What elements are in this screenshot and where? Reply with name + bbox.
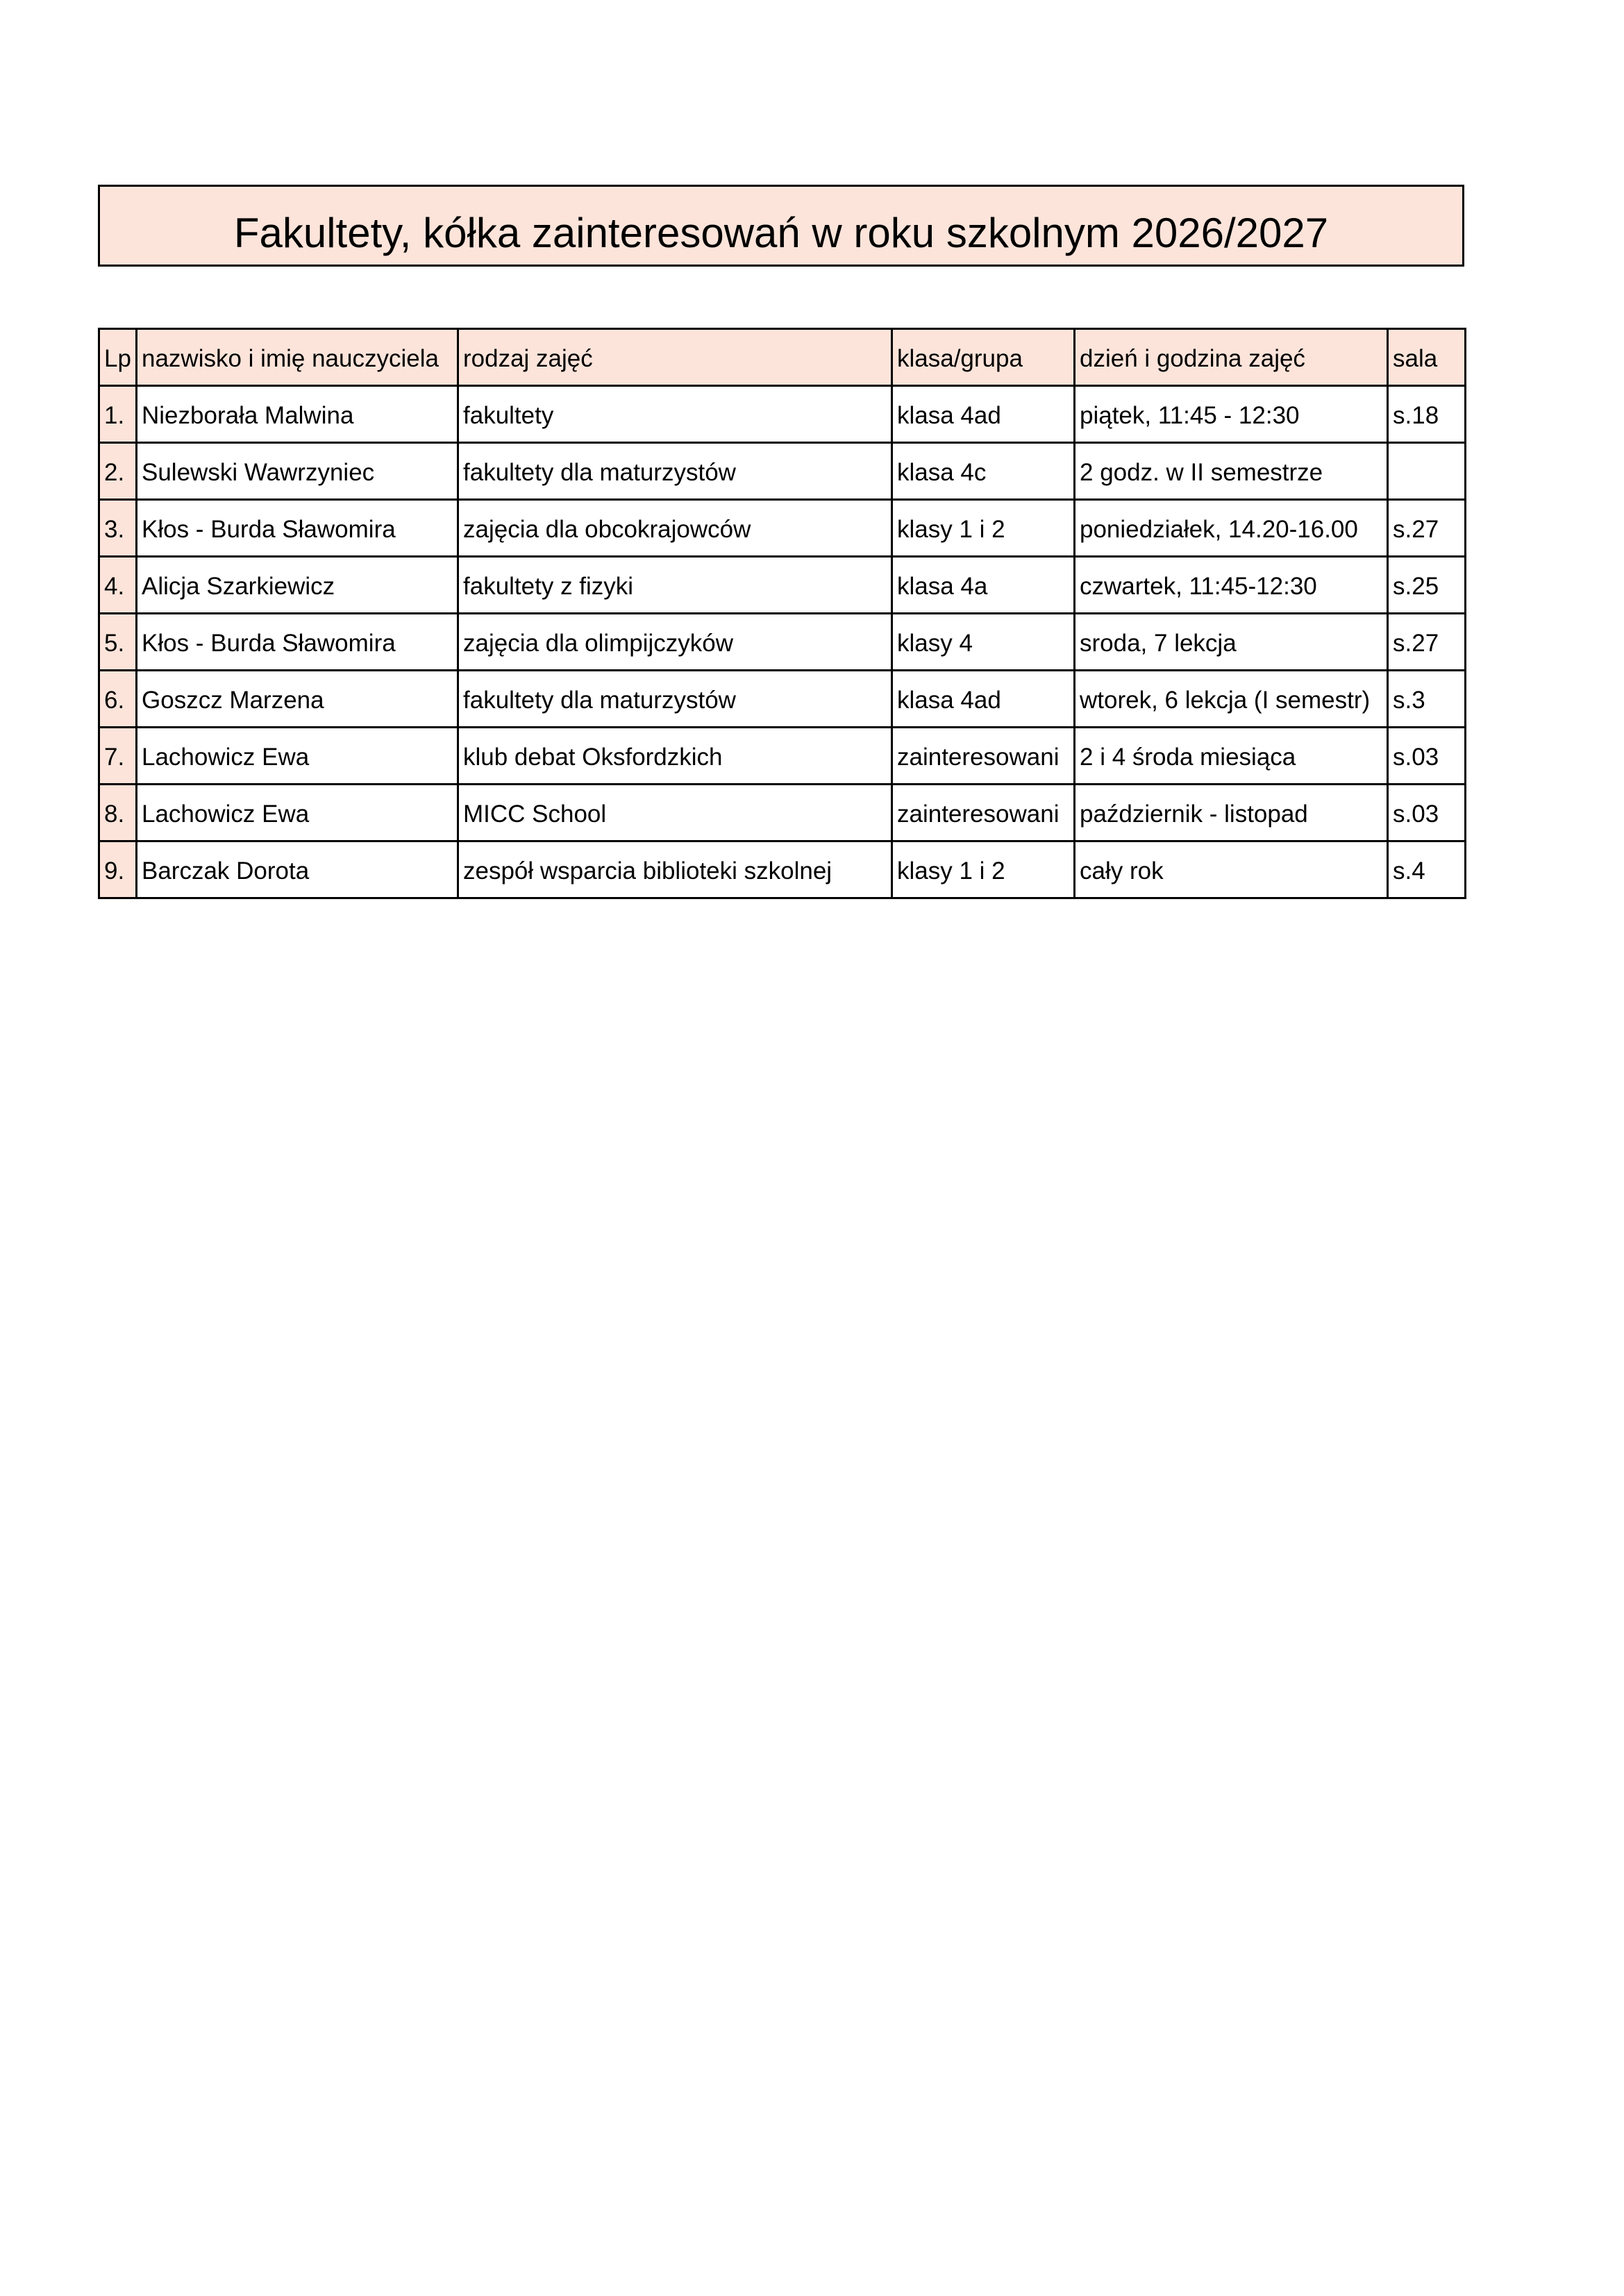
cell-group: klasy 1 i 2 [892, 500, 1075, 557]
cell-activity: zespół wsparcia biblioteki szkolnej [458, 841, 892, 898]
header-room: sala [1388, 329, 1466, 386]
table-row [99, 500, 1466, 557]
cell-schedule: czwartek, 11:45-12:30 [1075, 557, 1388, 614]
cell-activity: zajęcia dla obcokrajowców [458, 500, 892, 557]
cell-group: klasa 4c [892, 443, 1075, 500]
cell-activity: fakultety dla maturzystów [458, 443, 892, 500]
page-title: Fakultety, kółka zainteresowań w roku szkolnym 2026/2027 [233, 210, 1329, 256]
cell-room: s.03 [1388, 728, 1466, 785]
cell-schedule: październik - listopad [1075, 785, 1388, 841]
cell-teacher: Lachowicz Ewa [137, 785, 458, 841]
cell-group: klasy 1 i 2 [892, 841, 1075, 898]
header-schedule: dzień i godzina zajęć [1075, 329, 1388, 386]
cell-group: klasa 4a [892, 557, 1075, 614]
cell-schedule: 2 godz. w II semestrze [1075, 443, 1388, 500]
cell-schedule: wtorek, 6 lekcja (I semestr) [1075, 671, 1388, 728]
table-row [99, 557, 1466, 614]
cell-room: s.27 [1388, 614, 1466, 671]
cell-group: zainteresowani [892, 785, 1075, 841]
header-activity: rodzaj zajęć [458, 329, 892, 386]
cell-activity: fakultety [458, 386, 892, 443]
cell-room: s.4 [1388, 841, 1466, 898]
cell-lp: 4. [99, 557, 137, 614]
table-row [99, 614, 1466, 671]
cell-activity: klub debat Oksfordzkich [458, 728, 892, 785]
table-row [99, 785, 1466, 841]
cell-room: s.25 [1388, 557, 1466, 614]
cell-activity: MICC School [458, 785, 892, 841]
table-row [99, 841, 1466, 898]
cell-teacher: Kłos - Burda Sławomira [137, 500, 458, 557]
schedule-table [98, 328, 1466, 899]
cell-teacher: Sulewski Wawrzyniec [137, 443, 458, 500]
table-row [99, 386, 1466, 443]
cell-activity: fakultety z fizyki [458, 557, 892, 614]
title-banner [98, 185, 1464, 267]
cell-teacher: Alicja Szarkiewicz [137, 557, 458, 614]
header-lp: Lp [99, 329, 137, 386]
header-group: klasa/grupa [892, 329, 1075, 386]
cell-lp: 1. [99, 386, 137, 443]
cell-group: klasy 4 [892, 614, 1075, 671]
cell-group: klasa 4ad [892, 671, 1075, 728]
cell-lp: 2. [99, 443, 137, 500]
cell-schedule: sroda, 7 lekcja [1075, 614, 1388, 671]
cell-lp: 7. [99, 728, 137, 785]
table-row [99, 443, 1466, 500]
cell-schedule: 2 i 4 środa miesiąca [1075, 728, 1388, 785]
cell-room: s.3 [1388, 671, 1466, 728]
cell-schedule: cały rok [1075, 841, 1388, 898]
cell-schedule: poniedziałek, 14.20-16.00 [1075, 500, 1388, 557]
cell-lp: 5. [99, 614, 137, 671]
cell-activity: fakultety dla maturzystów [458, 671, 892, 728]
cell-activity: zajęcia dla olimpijczyków [458, 614, 892, 671]
cell-teacher: Goszcz Marzena [137, 671, 458, 728]
cell-teacher: Barczak Dorota [137, 841, 458, 898]
cell-teacher: Kłos - Burda Sławomira [137, 614, 458, 671]
cell-teacher: Lachowicz Ewa [137, 728, 458, 785]
cell-room: s.18 [1388, 386, 1466, 443]
cell-room: s.27 [1388, 500, 1466, 557]
cell-room [1388, 443, 1466, 500]
table-header-row [99, 329, 1466, 386]
table-row [99, 671, 1466, 728]
cell-lp: 3. [99, 500, 137, 557]
header-teacher: nazwisko i imię nauczyciela [137, 329, 458, 386]
cell-group: klasa 4ad [892, 386, 1075, 443]
cell-schedule: piątek, 11:45 - 12:30 [1075, 386, 1388, 443]
cell-lp: 6. [99, 671, 137, 728]
cell-lp: 9. [99, 841, 137, 898]
table-row [99, 728, 1466, 785]
cell-room: s.03 [1388, 785, 1466, 841]
cell-group: zainteresowani [892, 728, 1075, 785]
cell-teacher: Niezborała Malwina [137, 386, 458, 443]
cell-lp: 8. [99, 785, 137, 841]
